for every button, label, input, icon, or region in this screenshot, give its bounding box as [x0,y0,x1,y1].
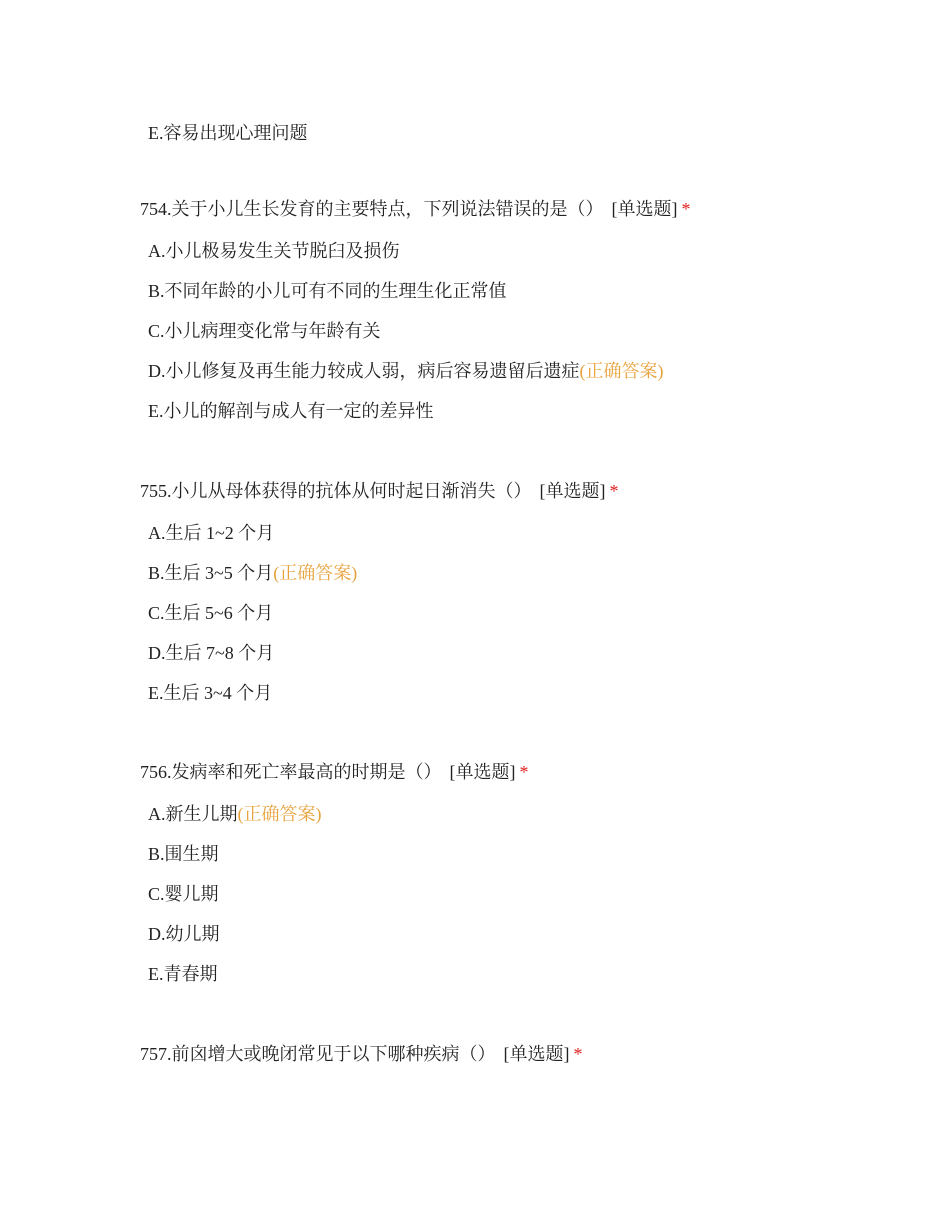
question-title [140,759,920,785]
option-text: A.新生儿期 [148,804,238,824]
option-list [140,520,920,720]
option-item [148,841,920,881]
question-756 [140,759,920,1001]
option-text: C.生后 5~6 个月 [148,603,274,623]
option-text: E.小儿的解剖与成人有一定的差异性 [148,401,434,421]
required-marker: * [573,1044,583,1064]
option-item [148,680,920,720]
question-text: 754.关于小儿生长发育的主要特点，下列说法错误的是（） [140,199,604,219]
option-text: B.生后 3~5 个月 [148,563,274,583]
option-text: D.小儿修复及再生能力较成人弱，病后容易遗留后遗症 [148,361,580,381]
option-text: E.青春期 [148,964,218,984]
question-755 [140,478,920,720]
option-item [148,398,920,438]
option-item [148,238,920,278]
question-type-label: [单选题] [503,1044,570,1064]
option-text: A.生后 1~2 个月 [148,523,275,543]
question-757 [140,1041,920,1067]
option-text: A.小儿极易发生关节脱臼及损伤 [148,241,400,261]
correct-answer-marker: (正确答案) [273,563,358,583]
required-marker: * [681,199,691,219]
option-item [148,921,920,961]
option-text: C.小儿病理变化常与年龄有关 [148,321,381,341]
question-text: 757.前囟增大或晚闭常见于以下哪种疾病（） [140,1044,496,1064]
option-text: B.不同年龄的小儿可有不同的生理生化正常值 [148,281,507,301]
option-item [148,961,920,1001]
option-item [148,278,920,318]
question-title [140,478,920,504]
option-item [148,520,920,560]
option-item [148,560,920,600]
option-text: D.生后 7~8 个月 [148,643,275,663]
correct-answer-marker: (正确答案) [579,361,664,381]
question-text: 755.小儿从母体获得的抗体从何时起日渐消失（） [140,481,532,501]
required-marker: * [609,481,619,501]
option-text: E.容易出现心理问题 [148,123,308,143]
option-text: C.婴儿期 [148,884,219,904]
option-item [148,640,920,680]
option-item [148,120,308,146]
question-type-label: [单选题] [449,762,516,782]
option-item [148,600,920,640]
option-text: D.幼儿期 [148,924,220,944]
correct-answer-marker: (正确答案) [237,804,322,824]
question-text: 756.发病率和死亡率最高的时期是（） [140,762,442,782]
option-list [140,801,920,1001]
option-text: B.围生期 [148,844,219,864]
question-title [140,1041,920,1067]
required-marker: * [519,762,529,782]
option-list [140,238,920,438]
option-text: E.生后 3~4 个月 [148,683,273,703]
option-item [148,801,920,841]
option-item [148,358,920,398]
question-title [140,196,920,222]
question-type-label: [单选题] [611,199,678,219]
option-item [148,881,920,921]
option-item [148,318,920,358]
question-type-label: [单选题] [539,481,606,501]
question-754 [140,196,920,438]
